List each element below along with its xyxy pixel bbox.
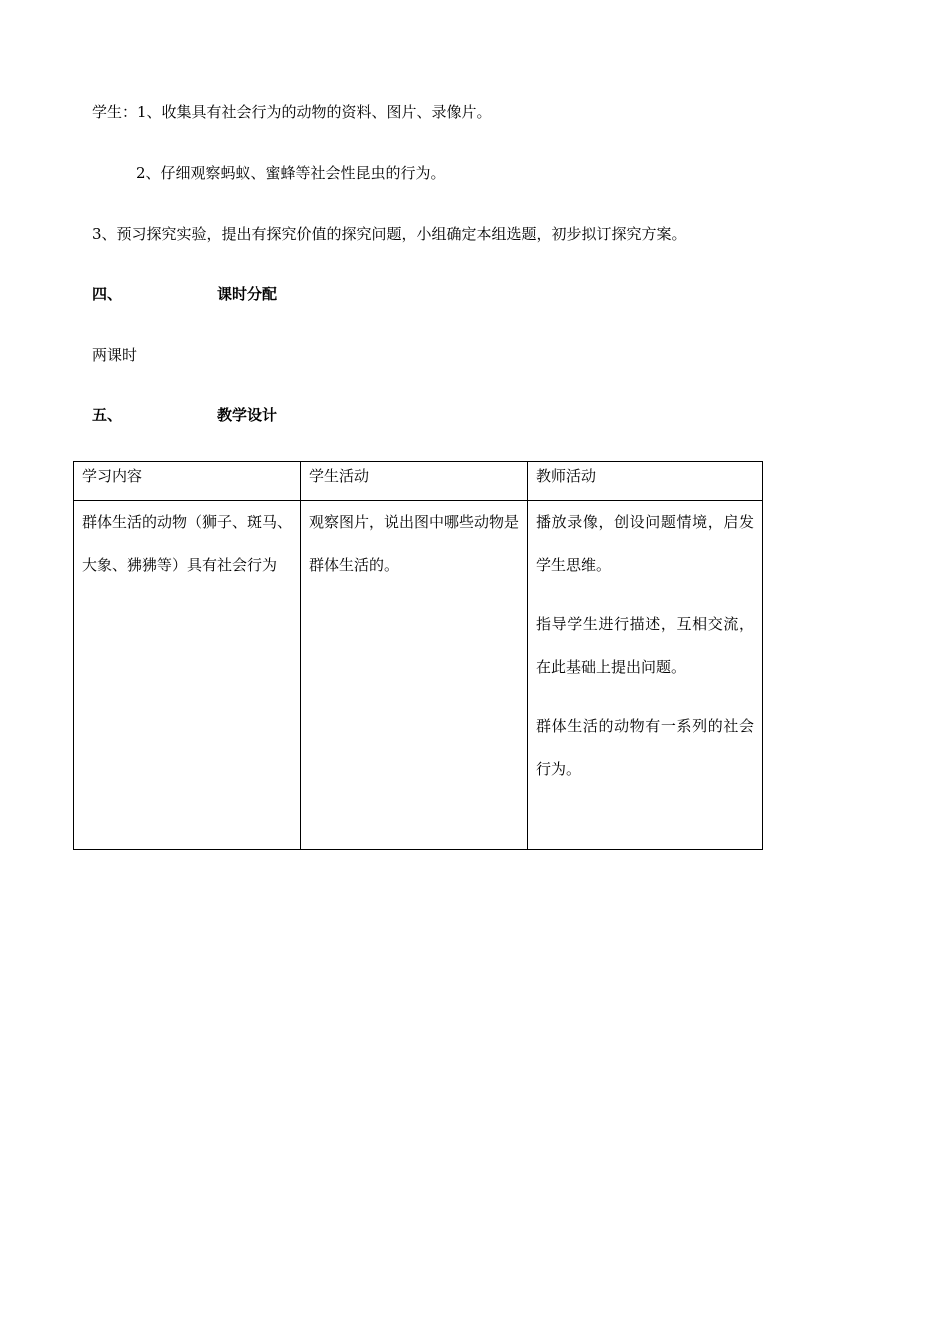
header-teacher-activity: 教师活动: [528, 462, 763, 501]
section-5-title: 教学设计: [217, 406, 278, 424]
table-row: [74, 501, 763, 850]
student-activity-text: 观察图片，说出图中哪些动物是群体生活的。: [309, 513, 520, 574]
header-student-activity: 学生活动: [301, 462, 528, 501]
prep-line-1: 学生：1、收集具有社会行为的动物的资料、图片、录像片。: [92, 103, 492, 121]
prep-line-2: 2、仔细观察蚂蚁、蜜蜂等社会性昆虫的行为。: [136, 164, 446, 182]
header-content: 学习内容: [74, 462, 301, 501]
section-4-title: 课时分配: [217, 285, 278, 303]
prep-line-3: 3、预习探究实验，提出有探究价值的探究问题，小组确定本组选题，初步拟订探究方案。: [92, 225, 687, 243]
cell-teacher: [528, 501, 763, 850]
section-4-body: 两课时: [92, 346, 138, 364]
cell-content: [74, 501, 301, 850]
table-header-row: [74, 462, 763, 501]
lesson-design-table: [73, 461, 763, 850]
cell-student: [301, 501, 528, 850]
content-text: 群体生活的动物（狮子、斑马、大象、狒狒等）具有社会行为: [82, 513, 293, 574]
teacher-activity-1: 播放录像，创设问题情境，启发学生思维。: [536, 513, 754, 574]
teacher-activity-2: 指导学生进行描述，互相交流，在此基础上提出问题。: [536, 615, 754, 676]
section-5-number: 五、: [92, 406, 123, 424]
section-4-number: 四、: [92, 285, 123, 303]
teacher-activity-3: 群体生活的动物有一系列的社会行为。: [536, 717, 754, 778]
